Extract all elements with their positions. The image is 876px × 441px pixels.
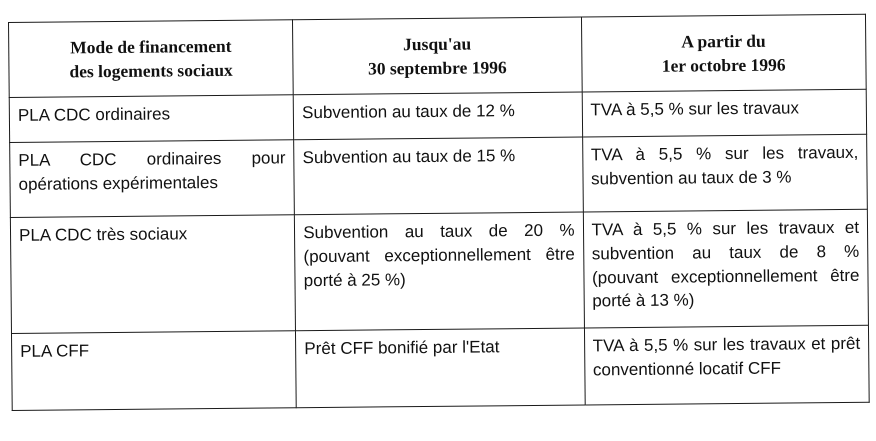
cell-until: Subvention au taux de 12 % <box>293 92 582 140</box>
cell-from: TVA à 5,5 % sur les travaux <box>582 89 867 137</box>
cell-mode: PLA CFF <box>11 331 296 411</box>
cell-mode: PLA CDC ordinaires <box>9 95 294 143</box>
header-until-line-2: 30 septembre 1996 <box>367 57 507 79</box>
header-from-line-1: A partir du <box>681 30 766 52</box>
cell-from: TVA à 5,5 % sur les travaux et prêt conventionné locatif CFF <box>584 325 869 405</box>
cell-until: Subvention au taux de 15 % <box>294 137 583 215</box>
cell-from: TVA à 5,5 % sur les travaux, subvention au taux de 3 % <box>582 134 867 212</box>
header-mode-line-1: Mode de financement <box>70 35 232 57</box>
cell-from: TVA à 5,5 % sur les travaux et subvention au taux de 8 % (pouvant exceptionnellement être porté à 13 %) <box>583 209 869 328</box>
header-from <box>581 14 866 92</box>
header-until-line-1: Jusqu'au <box>402 33 472 54</box>
header-until <box>293 17 582 95</box>
table-row <box>10 134 868 217</box>
header-mode-line-2: des logements sociaux <box>69 59 233 82</box>
header-row <box>9 14 867 97</box>
financing-table <box>8 14 870 411</box>
header-from-line-2: 1er octobre 1996 <box>661 54 786 76</box>
cell-until: Subvention au taux de 20 % (pouvant exceptionnellement être porté à 25 %) <box>295 212 584 331</box>
table-row <box>10 209 868 333</box>
header-mode <box>9 20 294 98</box>
table-row <box>11 325 869 410</box>
cell-mode: PLA CDC très sociaux <box>10 215 295 334</box>
cell-until: Prêt CFF bonifié par l'Etat <box>296 328 585 408</box>
cell-mode: PLA CDC ordinaires pour opérations expérimentales <box>10 140 295 218</box>
